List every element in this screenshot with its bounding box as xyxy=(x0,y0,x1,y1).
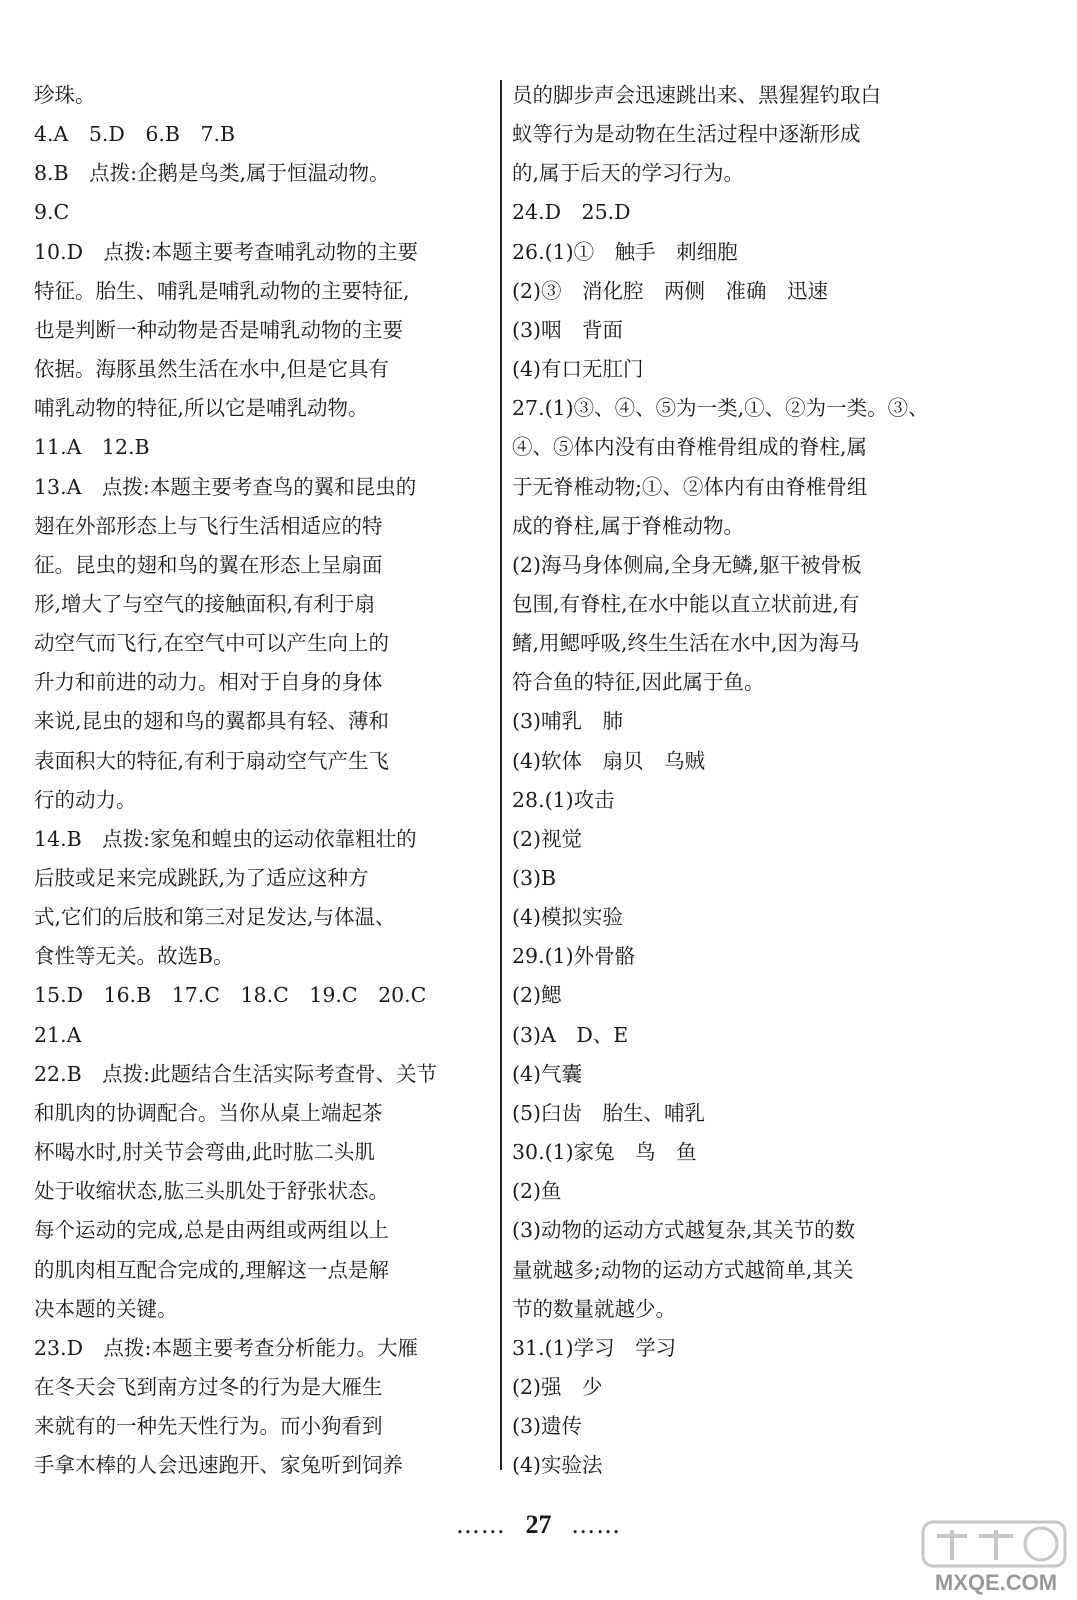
answer-line: (2)视觉 xyxy=(512,826,583,851)
answer-line: (2)鳃 xyxy=(512,983,562,1008)
answer-line: 珍珠。 xyxy=(34,83,96,107)
answer-line: 13.A 点拨:本题主要考查鸟的翼和昆虫的 xyxy=(34,474,417,499)
answer-line: (4)实验法 xyxy=(512,1453,603,1478)
answer-line: 包围,有脊柱,在水中能以直立状前进,有 xyxy=(512,591,860,616)
answer-line: 21.A xyxy=(34,1022,82,1047)
answer-line: (4)气囊 xyxy=(512,1061,583,1086)
watermark-text: MXQE.COM xyxy=(934,1570,1058,1595)
answer-line: (3)遗传 xyxy=(512,1414,583,1439)
answer-line: 量就越多;动物的运动方式越简单,其关 xyxy=(512,1257,854,1282)
answer-line: 24.D 25.D xyxy=(512,200,631,225)
answer-line: 手拿木棒的人会迅速跑开、家兔听到饲养 xyxy=(34,1453,403,1478)
answer-line: 后肢或足来完成跳跃,为了适应这种方 xyxy=(34,866,369,890)
answer-line: 处于收缩状态,肱三头肌处于舒张状态。 xyxy=(34,1179,390,1204)
page-footer xyxy=(0,1505,1077,1545)
answer-line: 9.C xyxy=(34,200,70,225)
answer-line: (2)强 少 xyxy=(512,1374,603,1399)
page-number: 27 xyxy=(525,1510,552,1539)
answer-line: 28.(1)攻击 xyxy=(512,787,615,812)
answer-line: 符合鱼的特征,因此属于鱼。 xyxy=(512,670,765,695)
answer-line: 26.(1)① 触手 刺细胞 xyxy=(512,239,738,264)
answer-line: 的,属于后天的学习行为。 xyxy=(512,161,745,186)
answer-line: 行的动力。 xyxy=(34,787,137,812)
footer-dots-right: …… xyxy=(571,1511,622,1539)
answer-line: 14.B 点拨:家兔和蝗虫的运动依靠粗壮的 xyxy=(34,826,417,851)
answer-line: 杯喝水时,肘关节会弯曲,此时肱二头肌 xyxy=(34,1140,376,1165)
answer-line: 29.(1)外骨骼 xyxy=(512,944,636,969)
answer-line: (3)B xyxy=(512,866,557,890)
answer-line: 11.A 12.B xyxy=(34,435,150,460)
answer-line: 来说,昆虫的翅和鸟的翼都具有轻、薄和 xyxy=(34,709,390,734)
answer-line: (2)鱼 xyxy=(512,1179,562,1204)
answer-line: (2)海马身体侧扁,全身无鳞,躯干被骨板 xyxy=(512,552,862,577)
answer-line: 式,它们的后肢和第三对足发达,与体温、 xyxy=(34,905,396,930)
answer-line: 于无脊椎动物;①、②体内有由脊椎骨组 xyxy=(512,474,868,499)
answer-line: 哺乳动物的特征,所以它是哺乳动物。 xyxy=(34,396,369,421)
answer-line: 4.A 5.D 6.B 7.B xyxy=(34,122,236,147)
answer-line: (3)A D、E xyxy=(512,1022,629,1047)
answer-line: 依据。海豚虽然生活在水中,但是它具有 xyxy=(34,357,390,382)
answer-line: (3)动物的运动方式越复杂,其关节的数 xyxy=(512,1218,856,1243)
answer-line: 特征。胎生、哺乳是哺乳动物的主要特征, xyxy=(34,278,410,303)
answer-line: (4)有口无肛门 xyxy=(512,357,644,382)
answer-line: ④、⑤体内没有由脊椎骨组成的脊柱,属 xyxy=(512,435,868,460)
answer-line: (3)咽 背面 xyxy=(512,317,624,342)
answer-line: 形,增大了与空气的接触面积,有利于扇 xyxy=(34,591,376,616)
answer-line: (3)哺乳 肺 xyxy=(512,709,624,734)
answer-line: 27.(1)③、④、⑤为一类,①、②为一类。③、 xyxy=(512,396,929,421)
answer-line: 表面积大的特征,有利于扇动空气产生飞 xyxy=(34,748,390,773)
answer-line: 10.D 点拨:本题主要考查哺乳动物的主要 xyxy=(34,239,418,264)
answer-line: 每个运动的完成,总是由两组或两组以上 xyxy=(34,1218,390,1243)
answer-line: 成的脊柱,属于脊椎动物。 xyxy=(512,513,745,538)
answer-line: 在冬天会飞到南方过冬的行为是大雁生 xyxy=(34,1374,383,1399)
answer-line: 蚁等行为是动物在生活过程中逐渐形成 xyxy=(512,122,861,147)
answer-line: (5)臼齿 胎生、哺乳 xyxy=(512,1100,706,1125)
answer-line: 30.(1)家兔 鸟 鱼 xyxy=(512,1140,697,1165)
answer-line: 22.B 点拨:此题结合生活实际考查骨、关节 xyxy=(34,1061,438,1086)
answer-line: 决本题的关键。 xyxy=(34,1296,178,1321)
answer-line: 15.D 16.B 17.C 18.C 19.C 20.C xyxy=(34,983,427,1008)
answer-line: (4)软体 扇贝 乌贼 xyxy=(512,748,706,773)
answer-line: 8.B 点拨:企鹅是鸟类,属于恒温动物。 xyxy=(34,161,390,186)
footer-dots-left: …… xyxy=(455,1511,506,1539)
answer-line: 来就有的一种先天性行为。而小狗看到 xyxy=(34,1414,383,1439)
answer-line: 31.(1)学习 学习 xyxy=(512,1335,677,1360)
answer-line: 员的脚步声会迅速跳出来、黑猩猩钓取白 xyxy=(512,83,881,107)
answer-line: 的肌肉相互配合完成的,理解这一点是解 xyxy=(34,1257,390,1282)
answer-line: 动空气而飞行,在空气中可以产生向上的 xyxy=(34,631,390,656)
answer-line: 翅在外部形态上与飞行生活相适应的特 xyxy=(34,513,383,538)
answer-line: 升力和前进的动力。相对于自身的身体 xyxy=(34,670,383,695)
answer-line: 节的数量就越少。 xyxy=(512,1296,676,1321)
answer-line: 征。昆虫的翅和鸟的翼在形态上呈扇面 xyxy=(34,552,383,577)
answer-line: (2)③ 消化腔 两侧 准确 迅速 xyxy=(512,278,829,303)
column-divider xyxy=(500,80,502,1470)
answer-line: 食性等无关。故选B。 xyxy=(34,944,234,969)
answer-line: (4)模拟实验 xyxy=(512,905,624,930)
answer-line: 鳍,用鳃呼吸,终生生活在水中,因为海马 xyxy=(512,631,860,656)
answer-line: 和肌肉的协调配合。当你从桌上端起茶 xyxy=(34,1100,383,1125)
answer-line: 23.D 点拨:本题主要考查分析能力。大雁 xyxy=(34,1335,418,1360)
answer-line: 也是判断一种动物是否是哺乳动物的主要 xyxy=(34,317,403,342)
